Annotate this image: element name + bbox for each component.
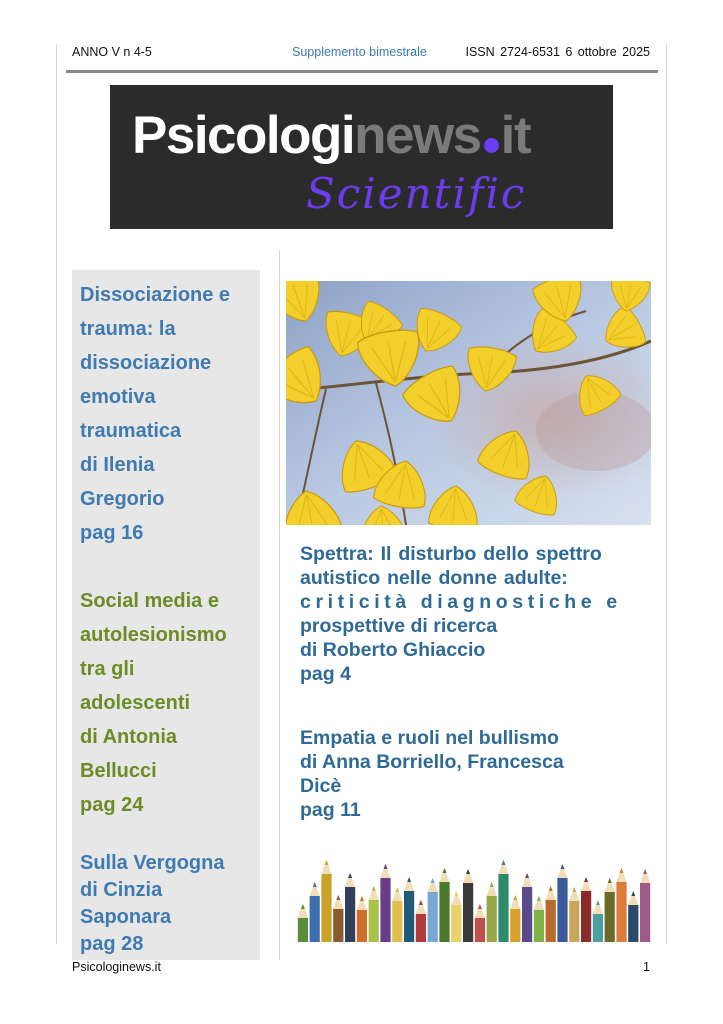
footer-site: Psicologinews.it [72,960,161,974]
logo-dot-icon [484,138,499,153]
sidebar-contents [72,270,260,960]
sidebar-line: Gregorio [80,488,165,510]
colored-pencils-illustration [297,850,651,942]
sidebar-article-vergogna [80,850,260,958]
main-article-spettra [300,542,650,686]
sidebar-line: di Antonia [80,726,178,748]
ginkgo-leaves-photo [286,281,651,525]
sidebar-line: Social media e [80,590,219,612]
sidebar-line: di Ilenia [80,454,155,476]
masthead-subtitle: Scientific [306,169,527,218]
sidebar-line: di Cinzia [80,879,163,901]
sidebar-line: Dissociazione e [80,284,231,306]
main-article-line: Empatia e ruoli nel bullismo [300,727,559,749]
sidebar-article-dissociazione [80,278,260,550]
page-header [72,45,650,63]
main-article-line: prospettive di ricerca [300,615,498,637]
sidebar-line: autolesionismo [80,624,227,646]
sidebar-line: trauma: la [80,318,176,340]
sidebar-line: tra gli [80,658,135,680]
main-article-page-ref: pag 11 [300,799,361,821]
main-article-author: Dicè [300,775,342,797]
main-article-empatia [300,726,650,822]
sidebar-article-social-media [80,584,260,822]
logo-part-psicologi: Psicologi [132,106,355,165]
issue-number: ANNO V n 4-5 [72,45,152,59]
sidebar-page-ref: pag 16 [80,522,144,544]
sidebar-line: Saponara [80,906,172,928]
masthead-logo [132,106,531,165]
main-article-author: di Roberto Ghiaccio [300,639,486,661]
sidebar-page-ref: pag 28 [80,933,144,955]
sidebar-line: emotiva [80,386,156,408]
header-divider [66,70,658,73]
right-margin-line [666,44,667,944]
sidebar-line: traumatica [80,420,182,442]
issn-date: ISSN 2724-6531 6 ottobre 2025 [465,45,650,59]
supplement-label: Supplemento bimestrale [292,45,427,59]
sidebar-page-ref: pag 24 [80,794,144,816]
sidebar-line: Bellucci [80,760,157,782]
sidebar-line: Sulla Vergogna [80,852,225,874]
main-article-line: criticità diagnostiche e [300,591,622,613]
logo-part-it: it [500,106,531,165]
sidebar-line: dissociazione [80,352,212,374]
logo-part-news: news [354,106,481,165]
left-margin-line [56,44,57,944]
main-article-line: Spettra: Il disturbo dello spettro [300,543,602,565]
main-article-page-ref: pag 4 [300,663,351,685]
sidebar-line: adolescenti [80,692,191,714]
column-divider [279,250,280,960]
masthead-banner [110,85,613,229]
main-article-author: di Anna Borriello, Francesca [300,751,564,773]
main-article-line: autistico nelle donne adulte: [300,567,568,589]
page-number: 1 [643,960,650,974]
